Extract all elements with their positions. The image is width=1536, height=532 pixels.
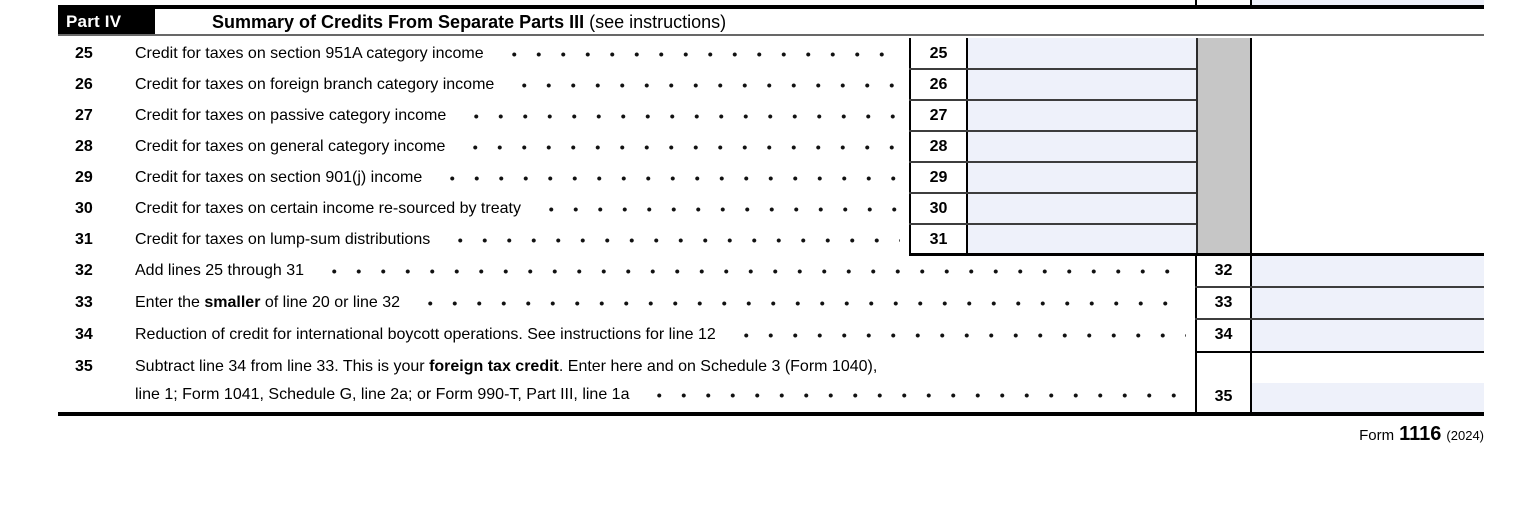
row-separator-line	[909, 99, 1196, 101]
table-bottom-rule	[58, 412, 1484, 416]
footer-form-word: Form	[1359, 427, 1395, 444]
line-32-row	[75, 255, 1186, 287]
line-30-row	[75, 193, 900, 224]
line-29-row	[75, 162, 900, 193]
footer-form-number: 1116	[1399, 423, 1442, 445]
line-description	[135, 287, 400, 319]
dot-leader	[533, 199, 900, 213]
line-35-row-continued	[135, 380, 1186, 410]
line-number-box: 33	[1214, 294, 1233, 311]
line-26-amount-field[interactable]	[968, 69, 1196, 100]
shaded-column-border	[1250, 38, 1252, 255]
line-31-row	[75, 224, 900, 255]
line-34-amount-field[interactable]	[1252, 320, 1484, 351]
line-description: Credit for taxes on section 951A category income	[135, 45, 484, 62]
line-number: 25	[75, 45, 93, 62]
line-number-box: 26	[929, 76, 948, 93]
desc-segment: Subtract line 34 from line 33. This is your	[135, 358, 430, 375]
row-separator-line	[909, 253, 1484, 256]
line-number: 35	[75, 358, 93, 375]
dot-leader	[442, 230, 900, 244]
line-27-amount-field[interactable]	[968, 100, 1196, 131]
shaded-column	[1196, 38, 1252, 255]
part-header	[58, 9, 1484, 36]
line-number-box: 27	[929, 107, 948, 124]
line-35-amount-field[interactable]	[1252, 383, 1484, 412]
line-description: Credit for taxes on section 901(j) income	[135, 169, 423, 186]
row-separator-line	[1195, 286, 1484, 288]
line-number: 31	[75, 231, 93, 248]
dot-leader	[434, 168, 900, 182]
dot-leader	[506, 75, 900, 89]
line-description: Reduction of credit for international boycott operations. See instructions for line 12	[135, 326, 716, 343]
line-27-row	[75, 100, 900, 131]
line-number: 34	[75, 326, 93, 343]
row-separator-line	[909, 192, 1196, 194]
line-28-row	[75, 131, 900, 162]
dot-leader	[412, 293, 1186, 307]
row-separator-line	[909, 223, 1196, 225]
desc-bold-segment: foreign tax credit	[429, 358, 559, 375]
line-description: Credit for taxes on general category income	[135, 138, 446, 155]
line-number: 26	[75, 76, 93, 93]
line-number-box: 30	[929, 200, 948, 217]
part-title-note: (see instructions)	[584, 12, 727, 32]
line-description: line 1; Form 1041, Schedule G, line 2a; or Form 990-T, Part III, line 1a	[135, 386, 630, 403]
line-33-amount-field[interactable]	[1252, 288, 1484, 319]
line-28-amount-field[interactable]	[968, 131, 1196, 162]
line-35-row	[75, 353, 1180, 381]
line-number-box: 32	[1214, 262, 1233, 279]
form-footer	[1359, 423, 1484, 446]
desc-segment: Enter the	[135, 294, 205, 311]
line-description: Add lines 25 through 31	[135, 262, 305, 279]
line-26-row	[75, 69, 900, 100]
line-number: 28	[75, 138, 93, 155]
part-title	[212, 9, 726, 34]
row-separator-line	[909, 68, 1196, 70]
line-number-box: 34	[1214, 326, 1233, 343]
line-description: Credit for taxes on certain income re-sourced by treaty	[135, 200, 521, 217]
shaded-column-border	[1196, 38, 1198, 255]
line-25-amount-field[interactable]	[968, 38, 1196, 69]
line-number: 29	[75, 169, 93, 186]
line-30-amount-field[interactable]	[968, 193, 1196, 224]
line-34-row	[75, 319, 1186, 351]
line-description: Credit for taxes on passive category income	[135, 107, 447, 124]
dot-leader	[458, 106, 900, 120]
line-number: 27	[75, 107, 93, 124]
row-separator-line	[909, 130, 1196, 132]
line-29-amount-field[interactable]	[968, 162, 1196, 193]
dot-leader	[457, 137, 900, 151]
line-number: 33	[75, 294, 93, 311]
dot-leader	[728, 325, 1186, 339]
dot-leader	[641, 385, 1186, 399]
part-label: Part IV	[58, 9, 155, 34]
footer-form-year: (2024)	[1446, 428, 1484, 443]
line-description: Credit for taxes on foreign branch category income	[135, 76, 495, 93]
line-number-box: 29	[929, 169, 948, 186]
line-number: 30	[75, 200, 93, 217]
part-title-text: Summary of Credits From Separate Parts III	[212, 12, 585, 32]
line-number: 32	[75, 262, 93, 279]
desc-segment: . Enter here and on Schedule 3 (Form 1040),	[558, 358, 878, 375]
line-number-box: 28	[929, 138, 948, 155]
dot-leader	[316, 261, 1186, 275]
line-description	[135, 353, 877, 381]
line-31-amount-field[interactable]	[968, 224, 1196, 255]
line-33-row	[75, 287, 1186, 319]
row-separator-line	[1195, 318, 1484, 320]
row-separator-line	[909, 161, 1196, 163]
dot-leader	[496, 44, 900, 58]
line-32-amount-field[interactable]	[1252, 256, 1484, 287]
line-number-box: 25	[929, 45, 948, 62]
desc-bold-segment: smaller	[204, 294, 261, 311]
line-number-box: 35	[1214, 388, 1233, 405]
row-separator-line	[1195, 351, 1484, 353]
desc-segment: of line 20 or line 32	[260, 294, 401, 311]
line-description: Credit for taxes on lump-sum distributions	[135, 231, 431, 248]
line-number-box: 31	[929, 231, 948, 248]
line-25-row	[75, 38, 900, 69]
